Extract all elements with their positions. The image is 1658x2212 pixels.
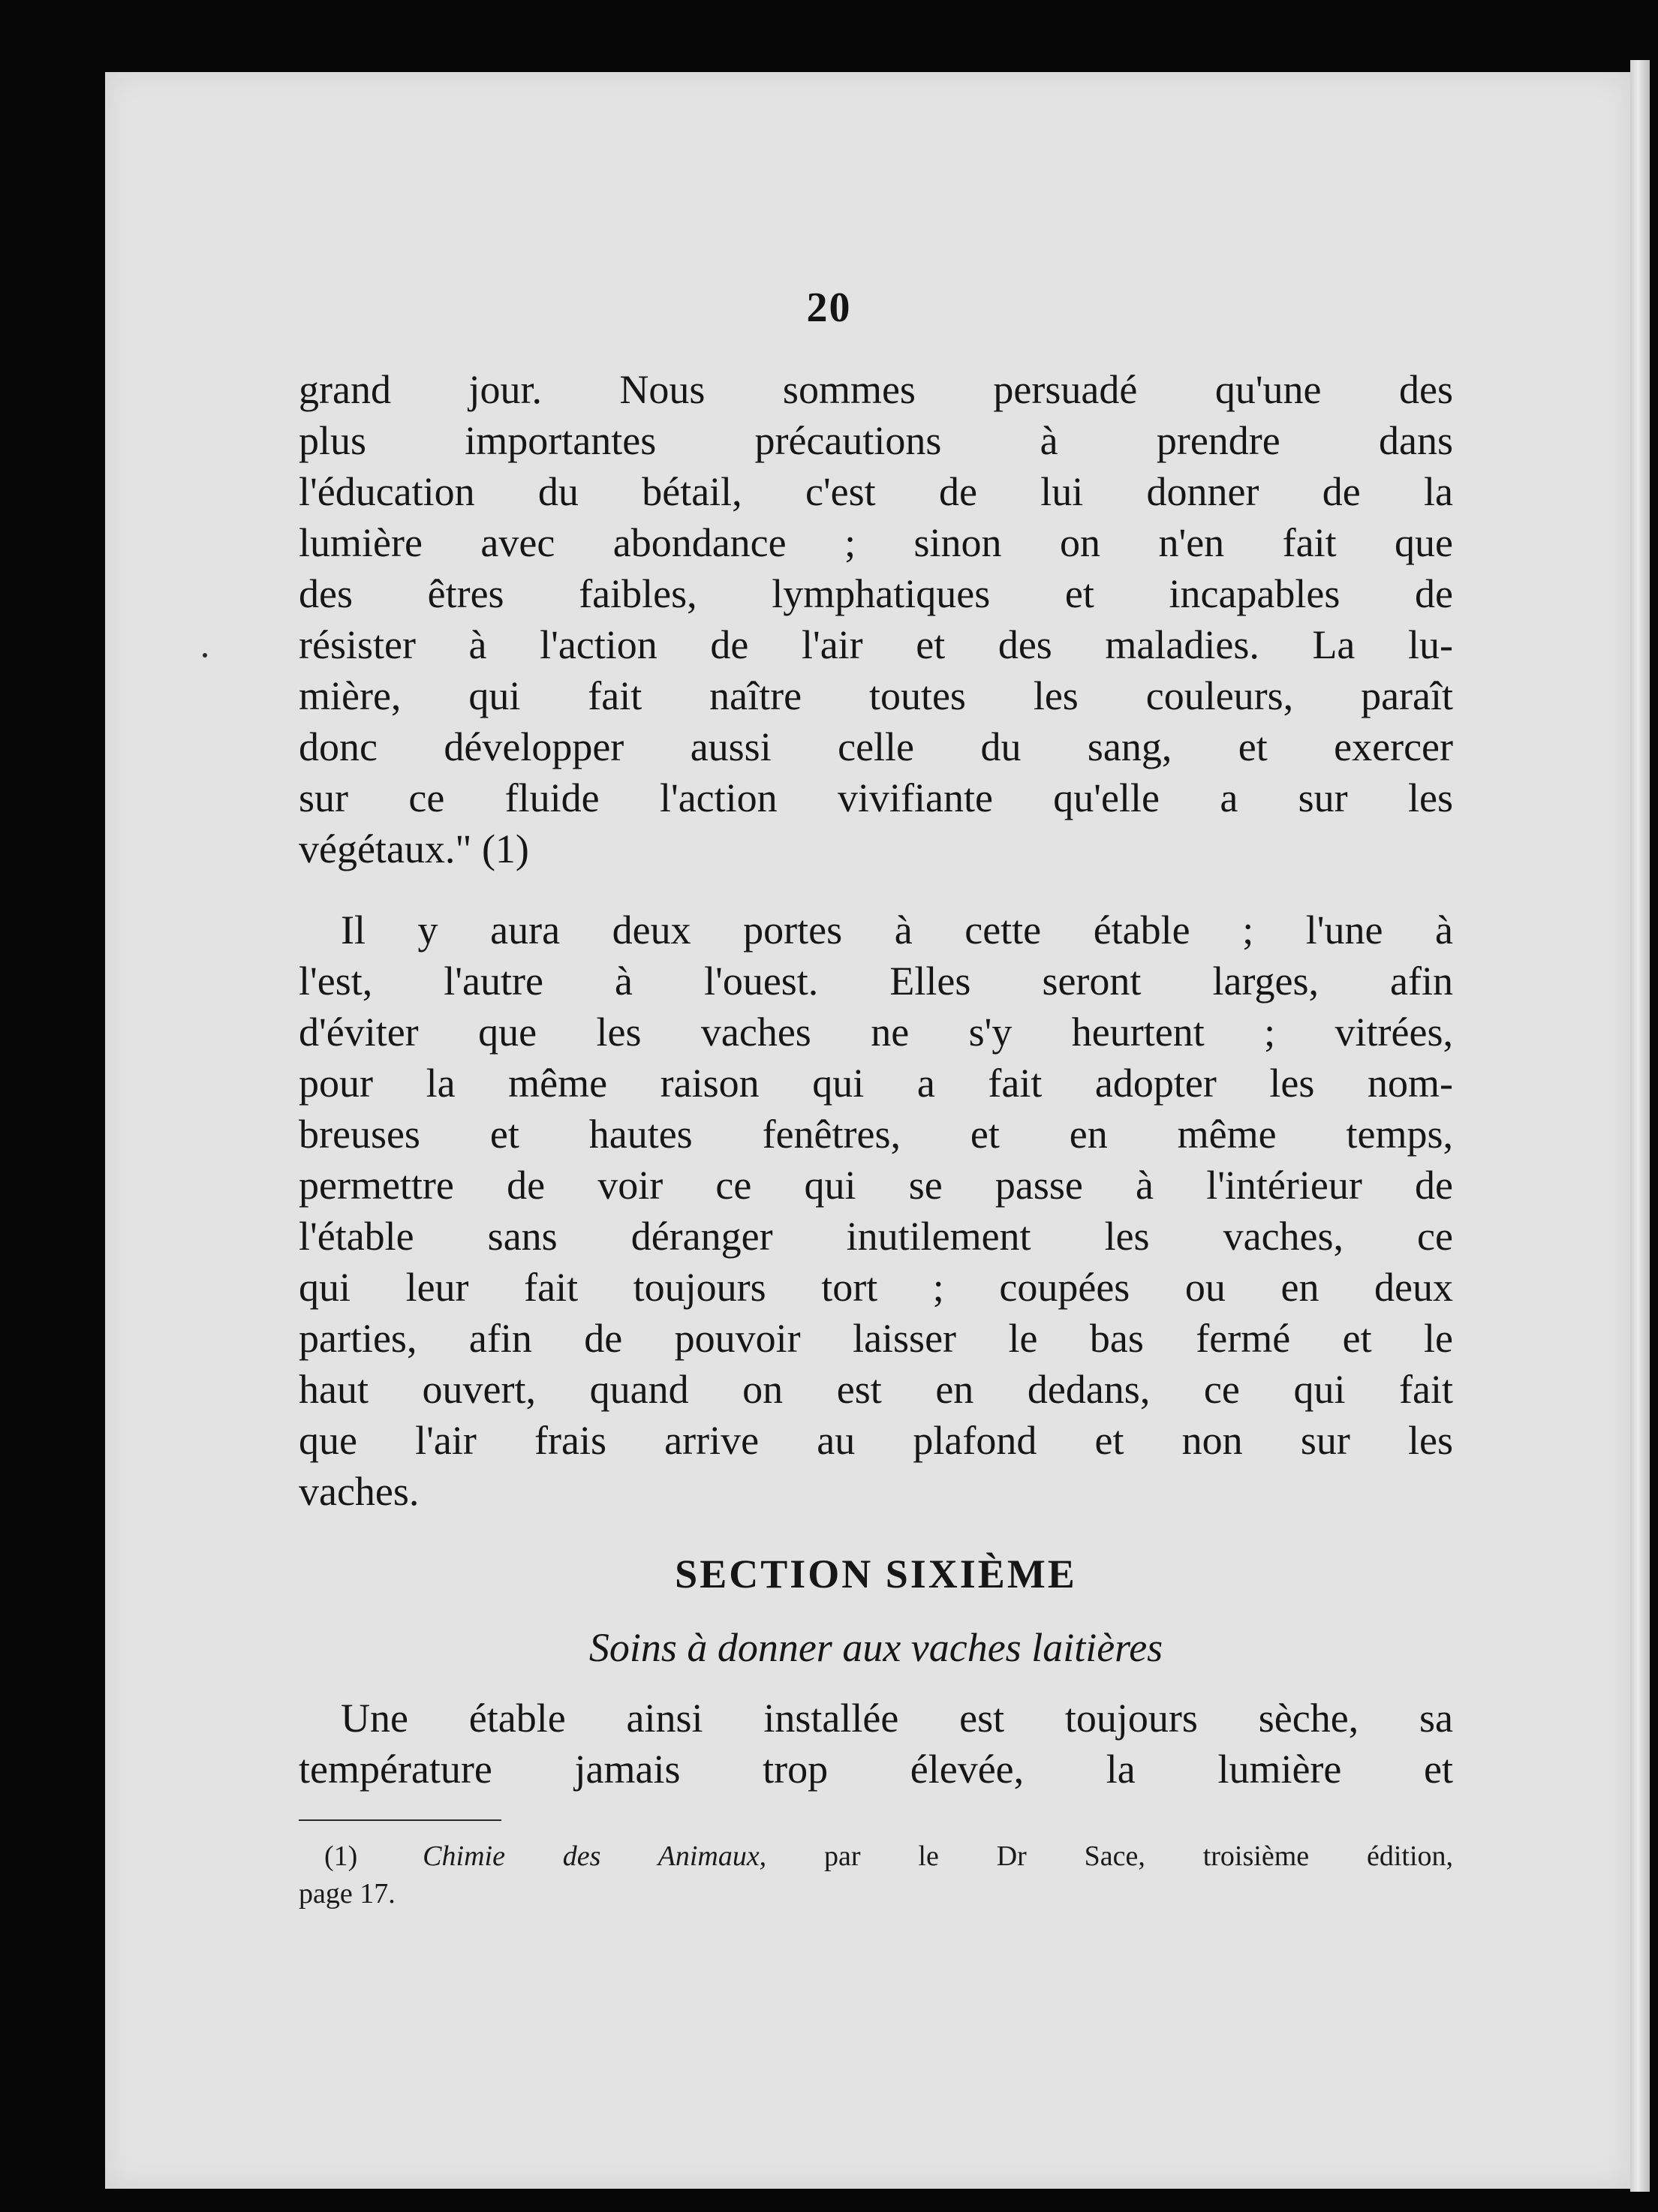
text-line: Il y aura deux portes à cette étable ; l'une à [341,907,1453,953]
paragraph [299,1693,1453,1795]
footnote [299,1837,1453,1913]
text-line: résister à l'action de l'air et des maladies. La lu- [299,622,1453,667]
text-line: d'éviter que les vaches ne s'y heurtent ; vitrées, [299,1010,1453,1055]
page-number: 20 [806,284,852,331]
text-line: l'éducation du bétail, c'est de lui donner de la [299,469,1453,514]
text-line: haut ouvert, quand on est en dedans, ce qui fait [299,1367,1453,1412]
text-line: des êtres faibles, lymphatiques et incapables de [299,571,1453,616]
text-line: grand jour. Nous sommes persuadé qu'une des [299,367,1453,412]
text-line: qui leur fait toujours tort ; coupées ou en deux [299,1265,1453,1310]
footnote-marker: (1) [324,1840,358,1872]
text-line: température jamais trop élevée, la lumière et [299,1747,1453,1792]
paragraph [299,364,1453,874]
paragraph [299,904,1453,1517]
text-line: sur ce fluide l'action vivifiante qu'elle a sur les [299,775,1453,820]
footnote-title: Chimie des Animaux, [423,1840,767,1872]
text-line: végétaux." (1) [299,826,529,871]
text-line: parties, afin de pouvoir laisser le bas fermé et le [299,1316,1453,1361]
scan-speck [203,653,207,658]
text-line: Une étable ainsi installée est toujours sèche, sa [341,1696,1453,1741]
body-text [299,364,1453,1795]
footnote-rule [299,1819,501,1821]
text-line: l'étable sans déranger inutilement les vaches, ce [299,1214,1453,1259]
text-line: pour la même raison qui a fait adopter les nom- [299,1061,1453,1106]
section-heading: SECTION SIXIÈME [675,1551,1077,1597]
text-line: que l'air frais arrive au plafond et non sur les [299,1418,1453,1463]
text-line: l'est, l'autre à l'ouest. Elles seront larges, afin [299,959,1453,1004]
page-edge [1630,60,1650,2192]
text-line: lumière avec abondance ; sinon on n'en fait que [299,520,1453,565]
section-subtitle: Soins à donner aux vaches laitières [588,1625,1163,1670]
footnote-line: page 17. [299,1878,396,1910]
text-line: mière, qui fait naître toutes les couleurs, paraît [299,673,1453,718]
text-line: breuses et hautes fenêtres, et en même temps, [299,1112,1453,1157]
text-line: permettre de voir ce qui se passe à l'intérieur de [299,1163,1453,1208]
footnote-line [299,1837,1453,1875]
footnote-text: par le Dr Sace, troisième édition, [824,1840,1454,1872]
text-line: donc développer aussi celle du sang, et exercer [299,724,1453,769]
text-line: plus importantes précautions à prendre dans [299,418,1453,463]
text-line: vaches. [299,1469,420,1514]
